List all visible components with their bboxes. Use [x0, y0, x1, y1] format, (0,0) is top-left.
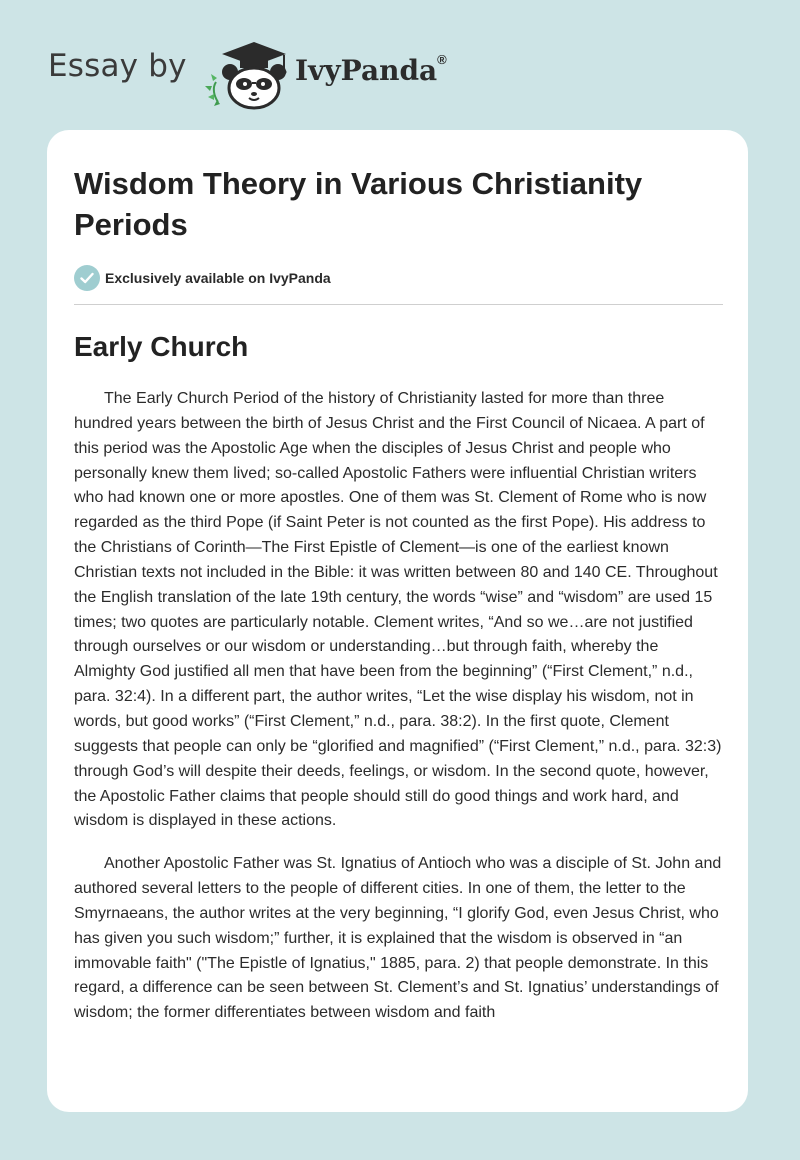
- trademark-symbol: ®: [437, 52, 447, 67]
- title-divider: [74, 304, 723, 305]
- essay-title: Wisdom Theory in Various Christianity Periods: [74, 166, 643, 242]
- essay-content: [74, 163, 723, 1026]
- essay-card: [47, 130, 748, 1112]
- section-heading: Early Church: [74, 331, 249, 362]
- brand-header: [48, 36, 508, 116]
- brand-name-text: IvyPanda: [295, 54, 438, 87]
- body-paragraph-1: The Early Church Period of the history of Christianity lasted for more than three hundred years between the birth of Jesus Christ and the First Council of Nicaea. A part of this period was the Apostolic Age when the disciples of Jesus Christ and people who personally knew them lived; so-called Apostolic Fathers were influential Christian writers who had known one or more apostles. One of them was St. Clement of Rome who is now regarded as the third Pope (if Saint Peter is not counted as the first Pope). His address to the Christians of Corinth—The First Epistle of Clement—is one of the earliest known Christian texts not included in the Bible: it was written between 80 and 140 CE. Throughout the English translation of the late 19th century, the words “wise” and “wisdom” are used 15 times; two quotes are particularly notable. Clement writes, “And so we…are not justified through ourselves or our wisdom or understanding…but through faith, whereby the Almighty God justified all men that have been from the beginning” (“First Clement,” n.d., para. 32:4). In a different part, the author writes, “Let the wise display his wisdom, not in words, but good works” (“First Clement,” n.d., para. 38:2). In the first quote, Clement suggests that people can only be “glorified and magnified” (“First Clement,” n.d., para. 32:3) through God’s will despite their deeds, feelings, or wisdom. In the second quote, however, the Apostolic Father claims that people should still do good things and work hard, and wisdom is displayed in these actions.: [74, 390, 722, 830]
- panda-logo-icon: [202, 36, 294, 110]
- brand-prefix: Essay by: [48, 48, 187, 84]
- check-circle-icon: [74, 265, 100, 291]
- body-paragraph-2: Another Apostolic Father was St. Ignatius of Antioch who was a disciple of St. John and authored several letters to the people of different cities. In one of them, the letter to the Smyrnaeans, the author writes at the very beginning, “I glorify God, even Jesus Christ, who has given you such wisdom;” further, it is explained that the wisdom is observed in “an immovable faith" ("The Epistle of Ignatius," 1885, para. 2) that people demonstrate. In this regard, a difference can be seen between St. Clement’s and St. Ignatius’ understandings of wisdom; the former differentiates between wisdom and faith: [74, 855, 722, 1022]
- exclusive-badge: [74, 264, 723, 292]
- exclusive-badge-text: Exclusively available on IvyPanda: [105, 270, 331, 286]
- brand-name: [295, 54, 447, 87]
